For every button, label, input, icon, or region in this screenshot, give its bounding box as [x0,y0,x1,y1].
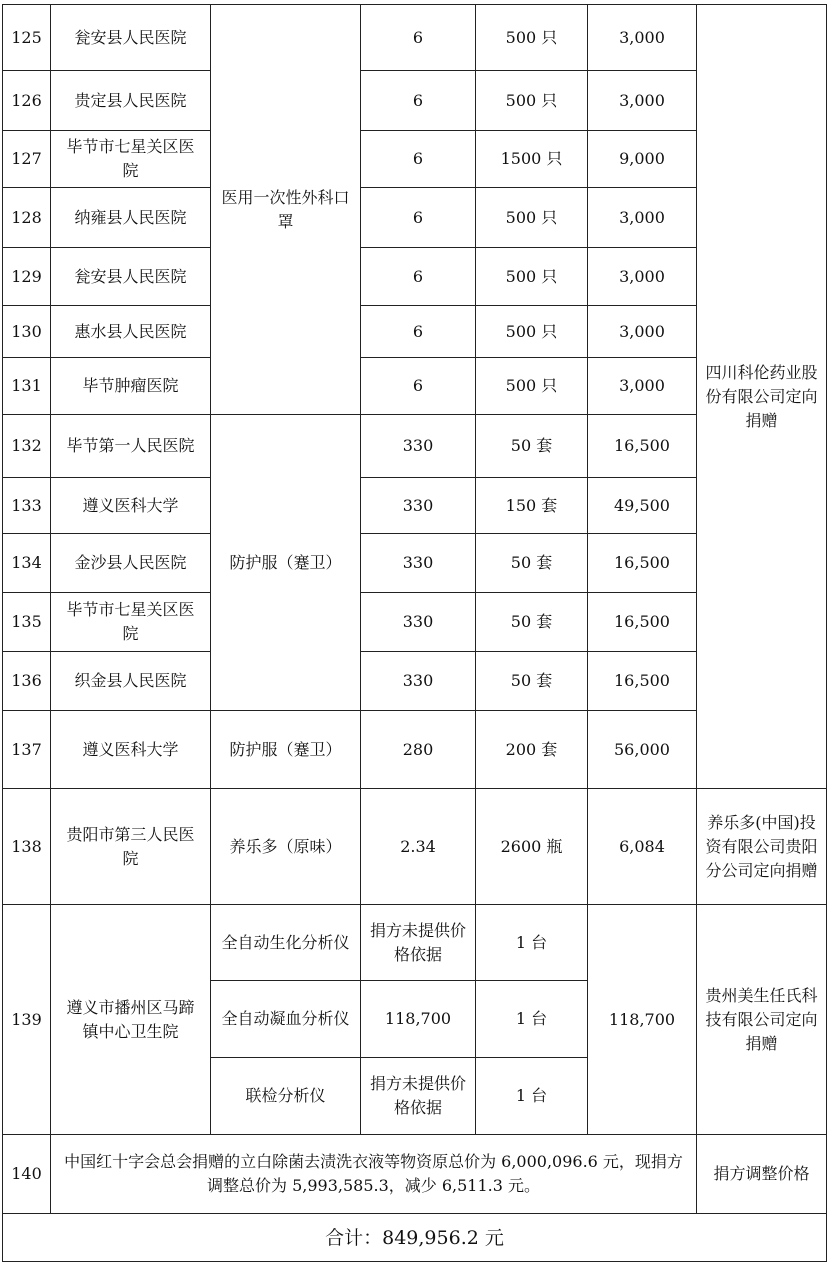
donor-note: 四川科伦药业股份有限公司定向捐赠 [697,5,827,789]
unit-price: 6 [361,248,476,306]
amount: 49,500 [588,478,697,534]
row-number: 127 [3,131,51,188]
donor-note: 捐方调整价格 [697,1135,827,1214]
amount: 3,000 [588,5,697,71]
quantity: 200 套 [476,711,588,789]
row-number: 140 [3,1135,51,1214]
donor-note: 养乐多(中国)投资有限公司贵阳分公司定向捐赠 [697,789,827,905]
row-number: 134 [3,534,51,593]
unit-price: 330 [361,478,476,534]
row-number: 131 [3,358,51,415]
item-name: 全自动凝血分析仪 [211,981,361,1058]
unit-price: 6 [361,306,476,358]
item-name: 联检分析仪 [211,1058,361,1135]
row-number: 130 [3,306,51,358]
donor-note: 贵州美生任氏科技有限公司定向捐赠 [697,905,827,1135]
hospital-name: 毕节第一人民医院 [51,415,211,478]
amount: 9,000 [588,131,697,188]
unit-price: 捐方未提供价格依据 [361,905,476,981]
quantity: 1500 只 [476,131,588,188]
quantity: 1 台 [476,905,588,981]
hospital-name: 毕节肿瘤医院 [51,358,211,415]
row-number: 129 [3,248,51,306]
item-name: 医用一次性外科口罩 [211,5,361,415]
row-number: 128 [3,188,51,248]
unit-price: 330 [361,534,476,593]
item-name: 防护服（蹇卫） [211,415,361,711]
row-number: 125 [3,5,51,71]
quantity: 1 台 [476,1058,588,1135]
hospital-name: 金沙县人民医院 [51,534,211,593]
hospital-name: 瓮安县人民医院 [51,248,211,306]
amount: 118,700 [588,905,697,1135]
total-row [3,1214,827,1262]
unit-price: 捐方未提供价格依据 [361,1058,476,1135]
unit-price: 6 [361,131,476,188]
item-name: 全自动生化分析仪 [211,905,361,981]
hospital-name: 毕节市七星关区医院 [51,131,211,188]
quantity: 50 套 [476,534,588,593]
unit-price: 6 [361,358,476,415]
unit-price: 330 [361,415,476,478]
quantity: 500 只 [476,306,588,358]
hospital-name: 瓮安县人民医院 [51,5,211,71]
hospital-name: 贵定县人民医院 [51,71,211,131]
unit-price: 6 [361,188,476,248]
quantity: 50 套 [476,652,588,711]
grand-total: 合计：849,956.2 元 [3,1214,827,1262]
unit-price: 6 [361,5,476,71]
unit-price: 118,700 [361,981,476,1058]
hospital-name: 遵义医科大学 [51,478,211,534]
amount: 3,000 [588,248,697,306]
quantity: 500 只 [476,248,588,306]
hospital-name: 遵义市播州区马蹄镇中心卫生院 [51,905,211,1135]
quantity: 500 只 [476,358,588,415]
quantity: 1 台 [476,981,588,1058]
unit-price: 280 [361,711,476,789]
amount: 3,000 [588,358,697,415]
table-row [3,1135,827,1214]
row-number: 126 [3,71,51,131]
amount: 16,500 [588,593,697,652]
quantity: 50 套 [476,415,588,478]
item-name: 养乐多（原味） [211,789,361,905]
amount: 16,500 [588,534,697,593]
amount: 6,084 [588,789,697,905]
quantity: 150 套 [476,478,588,534]
row-number: 133 [3,478,51,534]
quantity: 2600 瓶 [476,789,588,905]
row-number: 136 [3,652,51,711]
quantity: 50 套 [476,593,588,652]
row-number: 135 [3,593,51,652]
amount: 16,500 [588,415,697,478]
unit-price: 6 [361,71,476,131]
hospital-name: 毕节市七星关区医院 [51,593,211,652]
table-row [3,789,827,905]
amount: 3,000 [588,188,697,248]
table-row [3,5,827,71]
hospital-name: 遵义医科大学 [51,711,211,789]
row-number: 132 [3,415,51,478]
table-row [3,905,827,981]
adjustment-text: 中国红十字会总会捐赠的立白除菌去渍洗衣液等物资原总价为 6,000,096.6 元，现捐方调整总价为 5,993,585.3，减少 6,511.3 元。 [51,1135,697,1214]
unit-price: 330 [361,652,476,711]
donation-table [2,4,827,1262]
amount: 3,000 [588,306,697,358]
amount: 3,000 [588,71,697,131]
hospital-name: 惠水县人民医院 [51,306,211,358]
row-number: 137 [3,711,51,789]
row-number: 138 [3,789,51,905]
unit-price: 2.34 [361,789,476,905]
hospital-name: 纳雍县人民医院 [51,188,211,248]
amount: 16,500 [588,652,697,711]
quantity: 500 只 [476,71,588,131]
quantity: 500 只 [476,5,588,71]
hospital-name: 织金县人民医院 [51,652,211,711]
unit-price: 330 [361,593,476,652]
hospital-name: 贵阳市第三人民医院 [51,789,211,905]
item-name: 防护服（蹇卫） [211,711,361,789]
amount: 56,000 [588,711,697,789]
quantity: 500 只 [476,188,588,248]
row-number: 139 [3,905,51,1135]
